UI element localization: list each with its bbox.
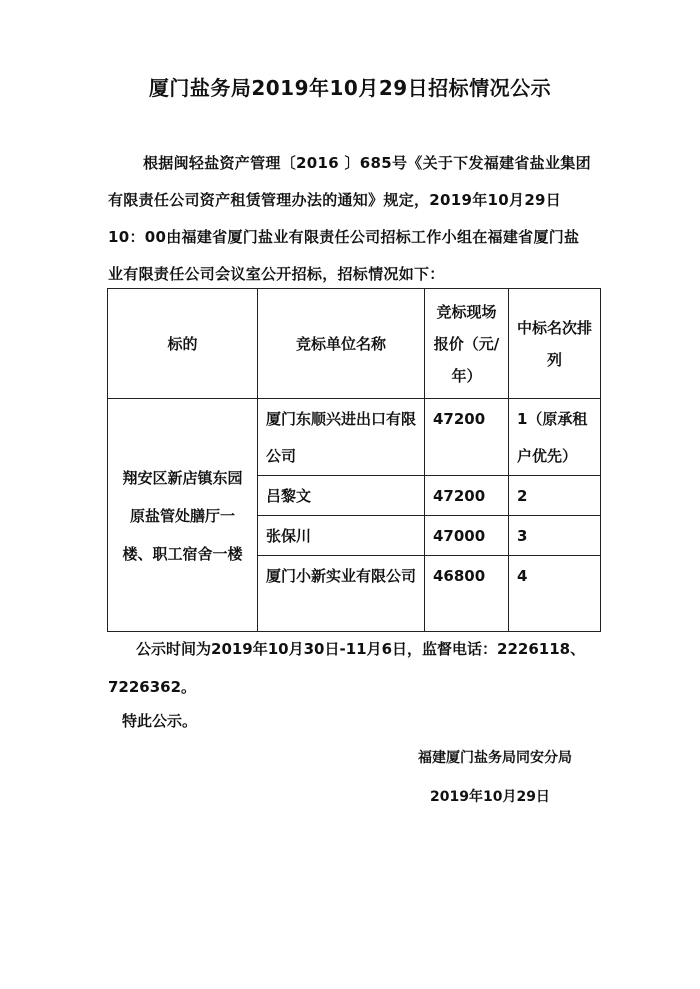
bid-price: 47200 bbox=[425, 399, 509, 476]
header-subject: 标的 bbox=[108, 289, 258, 399]
intro-paragraph: 根据闽轻盐资产管理〔2016 〕685号《关于下发福建省盐业集团有限责任公司资产租赁管理办法的通知》规定，2019年10月29日 10：00由福建省厦门盐业有限责任公司招标工作小组在福建省厦门盐业有限责任公司会议室公开招标，招标情况如下： bbox=[108, 154, 591, 283]
closing-text: 特此公示。 bbox=[122, 712, 198, 730]
bid-rank: 1（原承租户优先） bbox=[509, 399, 601, 476]
signature-date: 2019年10月29日 bbox=[430, 789, 550, 805]
bidder-name: 厦门小新实业有限公司 bbox=[258, 556, 425, 632]
header-price: 竞标现场报价（元/年） bbox=[425, 289, 509, 399]
signature-organization: 福建厦门盐务局同安分局 bbox=[418, 750, 572, 766]
bid-price: 47000 bbox=[425, 516, 509, 556]
bid-results-table bbox=[107, 288, 601, 632]
bidder-name: 吕黎文 bbox=[258, 476, 425, 516]
header-bidder: 竞标单位名称 bbox=[258, 289, 425, 399]
header-rank: 中标名次排列 bbox=[509, 289, 601, 399]
table-row bbox=[108, 399, 601, 476]
bidder-name: 厦门东顺兴进出口有限公司 bbox=[258, 399, 425, 476]
bidder-name: 张保川 bbox=[258, 516, 425, 556]
bid-rank: 4 bbox=[509, 556, 601, 632]
page-title: 厦门盐务局2019年10月29日招标情况公示 bbox=[148, 76, 552, 100]
bid-rank: 2 bbox=[509, 476, 601, 516]
notice-paragraph: 公示时间为2019年10月30日-11月6日，监督电话：2226118、7226362。 bbox=[108, 640, 586, 696]
table-header-row bbox=[108, 289, 601, 399]
bid-price: 46800 bbox=[425, 556, 509, 632]
bid-rank: 3 bbox=[509, 516, 601, 556]
bid-subject: 翔安区新店镇东园原盐管处膳厅一楼、职工宿舍一楼 bbox=[108, 399, 258, 632]
bid-price: 47200 bbox=[425, 476, 509, 516]
